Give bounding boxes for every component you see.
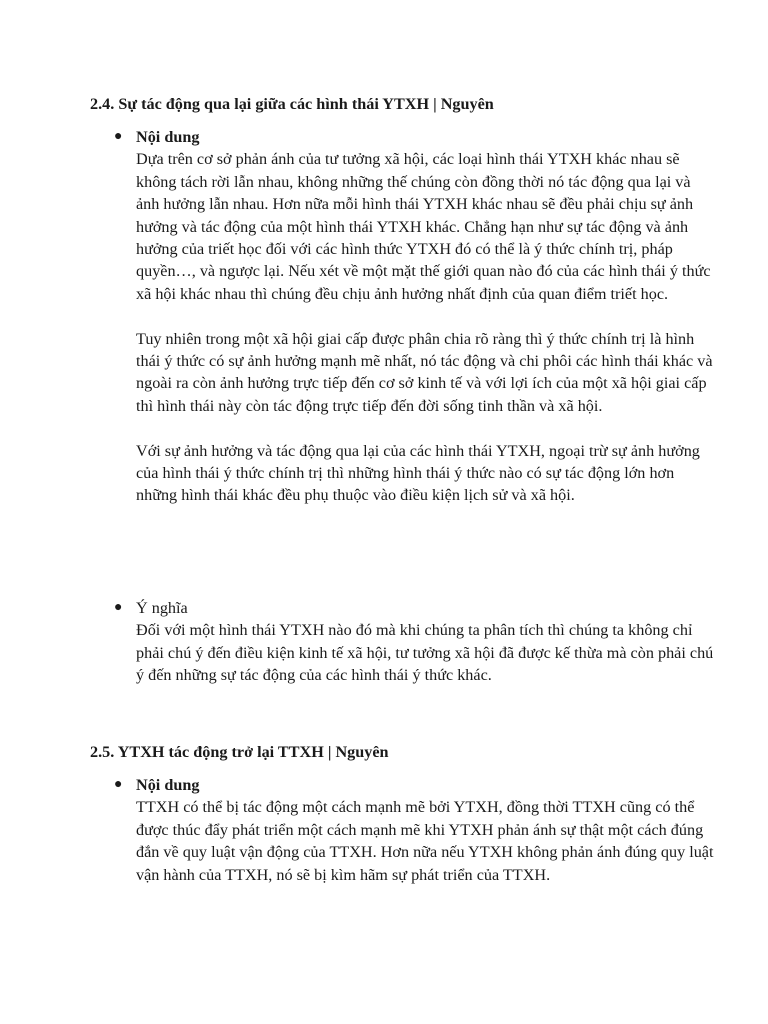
section-heading-2-4: 2.4. Sự tác động qua lại giữa các hình thái YTXH | Nguyên (90, 95, 494, 113)
bullet-label: Nội dung (136, 776, 200, 794)
bullet-dot-icon: ● (114, 777, 123, 792)
bullet-label: Ý nghĩa (136, 599, 188, 617)
bullet-noi-dung-2-4 (114, 126, 714, 507)
paragraph: Đối với một hình thái YTXH nào đó mà khi chúng ta phân tích thì chúng ta không chỉ phải chú ý đến điều kiện kinh tế xã hội, tư tưởng xã hội đã được kế thừa mà còn phải chú ý đến những sự tác động của các hình thái ý thức khác. (136, 621, 714, 685)
paragraph: TTXH có thể bị tác động một cách mạnh mẽ bởi YTXH, đồng thời TTXH cũng có thể được thúc đẩy phát triển một cách mạnh mẽ khi YTXH phản ánh sự thật một cách đúng đắn về quy luật vận động của TTXH. Hơn nữa nếu YTXH không phản ánh đúng quy luật vận hành của TTXH, nó sẽ bị kìm hãm sự phát triển của TTXH. (136, 798, 714, 884)
section-heading-2-5: 2.5. YTXH tác động trở lại TTXH | Nguyên (90, 743, 389, 761)
paragraph: Với sự ảnh hưởng và tác động qua lại của các hình thái YTXH, ngoại trừ sự ảnh hưởng của hình thái ý thức chính trị thì những hình thái ý thức nào có sự tác động lớn hơn những hình thái khác đều phụ thuộc vào điều kiện lịch sử và xã hội. (136, 441, 700, 505)
paragraph: Tuy nhiên trong một xã hội giai cấp được phân chia rõ ràng thì ý thức chính trị là hình thái ý thức có sự ảnh hưởng mạnh mẽ nhất, nó tác động và chi phôi các hình thái khác và ngoài ra còn ảnh hưởng trực tiếp đến cơ sở kinh tế và với lợi ích của một xã hội giai cấp thì hình thái này còn tác động trực tiếp đến đời sống tinh thần và xã hội. (136, 329, 713, 415)
bullet-dot-icon: ● (114, 129, 123, 144)
bullet-y-nghia-2-4 (114, 597, 714, 687)
paragraph: Dựa trên cơ sở phản ánh của tư tưởng xã hội, các loại hình thái YTXH khác nhau sẽ không tách rời lẫn nhau, không những thế chúng còn đồng thời nó tác động qua lại và ảnh hưởng lẫn nhau. Hơn nữa mỗi hình thái YTXH khác nhau sẽ đều phải chịu sự ảnh hưởng và tác động của một hình thái YTXH khác. Chẳng hạn như sự tác động và ảnh hưởng của triết học đối với các hình thức YTXH đó có thể là ý thức chính trị, pháp quyền…, và ngược lại. Nếu xét về một mặt thế giới quan nào đó của các hình thái ý thức xã hội khác nhau thì chúng đều chịu ảnh hưởng nhất định của quan điểm triết học. (136, 150, 711, 303)
bullet-dot-icon: ● (114, 600, 123, 615)
bullet-noi-dung-2-5 (114, 774, 714, 886)
bullet-label: Nội dung (136, 128, 200, 146)
